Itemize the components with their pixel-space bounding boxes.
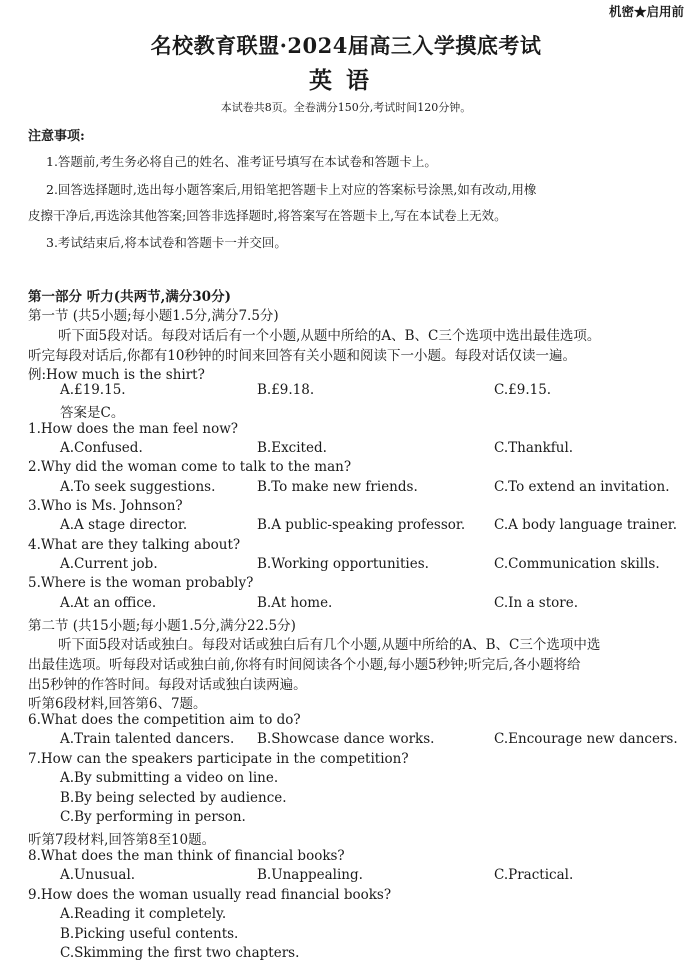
confidential-mark: 机密★启用前 bbox=[608, 4, 684, 19]
q5-option-c: C.In a store. bbox=[494, 595, 579, 611]
question-4: 4.What are they talking about? bbox=[28, 537, 241, 553]
example-question: 例:How much is the shirt? bbox=[28, 367, 205, 383]
q9-option-b: B.Picking useful contents. bbox=[60, 926, 239, 942]
q6-option-b: B.Showcase dance works. bbox=[257, 731, 435, 747]
question-2: 2.Why did the woman come to talk to the man? bbox=[28, 459, 352, 475]
example-option-b: B.£9.18. bbox=[257, 382, 315, 398]
note-item: 2.回答选择题时,选出每小题答案后,用铅笔把答题卡上对应的答案标号涂黑,如有改动,用橡 bbox=[46, 182, 537, 197]
section2-heading: 第二节 (共15小题;每小题1.5分,满分22.5分) bbox=[28, 618, 296, 634]
material-6-heading: 听第6段材料,回答第6、7题。 bbox=[28, 696, 207, 712]
question-7: 7.How can the speakers participate in the competition? bbox=[28, 751, 409, 767]
q1-option-c: C.Thankful. bbox=[494, 440, 574, 456]
q5-option-b: B.At home. bbox=[257, 595, 333, 611]
example-answer: 答案是C。 bbox=[60, 405, 125, 421]
q3-option-a: A.A stage director. bbox=[60, 517, 188, 533]
question-8: 8.What does the man think of financial books? bbox=[28, 848, 345, 864]
q2-option-c: C.To extend an invitation. bbox=[494, 479, 670, 495]
question-9: 9.How does the woman usually read financial books? bbox=[28, 887, 392, 903]
note-item: 1.答题前,考生务必将自己的姓名、准考证号填写在本试卷和答题卡上。 bbox=[46, 154, 437, 169]
q8-option-b: B.Unappealing. bbox=[257, 867, 363, 883]
q7-option-c: C.By performing in person. bbox=[60, 809, 246, 825]
q4-option-c: C.Communication skills. bbox=[494, 556, 660, 572]
subject-title: 英语 bbox=[309, 67, 383, 94]
exam-title: 名校教育联盟·2024届高三入学摸底考试 bbox=[150, 33, 542, 58]
q2-option-b: B.To make new friends. bbox=[257, 479, 418, 495]
notes-heading: 注意事项: bbox=[28, 129, 85, 144]
section2-instruction: 出最佳选项。听每段对话或独白前,你将有时间阅读各个小题,每小题5秒钟;听完后,各小题将给 bbox=[28, 657, 581, 673]
q5-option-a: A.At an office. bbox=[60, 595, 157, 611]
q1-option-a: A.Confused. bbox=[60, 440, 143, 456]
part1-heading: 第一部分 听力(共两节,满分30分) bbox=[28, 289, 231, 305]
question-1: 1.How does the man feel now? bbox=[28, 421, 239, 437]
example-option-c: C.£9.15. bbox=[494, 382, 552, 398]
q8-option-c: C.Practical. bbox=[494, 867, 574, 883]
q4-option-a: A.Current job. bbox=[60, 556, 158, 572]
note-item: 皮擦干净后,再选涂其他答案;回答非选择题时,将答案写在答题卡上,写在本试卷上无效。 bbox=[28, 208, 507, 223]
question-6: 6.What does the competition aim to do? bbox=[28, 712, 301, 728]
q7-option-a: A.By submitting a video on line. bbox=[60, 770, 279, 786]
section1-instruction: 听完每段对话后,你都有10秒钟的时间来回答有关小题和阅读下一小题。每段对话仅读一遍。 bbox=[28, 348, 576, 364]
example-option-a: A.£19.15. bbox=[60, 382, 126, 398]
q7-option-b: B.By being selected by audience. bbox=[60, 790, 287, 806]
section1-heading: 第一节 (共5小题;每小题1.5分,满分7.5分) bbox=[28, 308, 279, 324]
q3-option-c: C.A body language trainer. bbox=[494, 517, 678, 533]
q6-option-a: A.Train talented dancers. bbox=[60, 731, 235, 747]
note-item: 3.考试结束后,将本试卷和答题卡一并交回。 bbox=[46, 235, 287, 250]
question-5: 5.Where is the woman probably? bbox=[28, 575, 254, 591]
q3-option-b: B.A public-speaking professor. bbox=[257, 517, 466, 533]
question-3: 3.Who is Ms. Johnson? bbox=[28, 498, 183, 514]
section2-instruction: 听下面5段对话或独白。每段对话或独白后有几个小题,从题中所给的A、B、C三个选项中选 bbox=[58, 637, 601, 653]
section2-instruction: 出5秒钟的作答时间。每段对话或独白读两遍。 bbox=[28, 677, 307, 693]
q2-option-a: A.To seek suggestions. bbox=[60, 479, 216, 495]
material-7-heading: 听第7段材料,回答第8至10题。 bbox=[28, 832, 216, 848]
q4-option-b: B.Working opportunities. bbox=[257, 556, 429, 572]
exam-intro: 本试卷共8页。全卷满分150分,考试时间120分钟。 bbox=[220, 101, 472, 114]
q9-option-a: A.Reading it completely. bbox=[60, 906, 227, 922]
q6-option-c: C.Encourage new dancers. bbox=[494, 731, 678, 747]
section1-instruction: 听下面5段对话。每段对话后有一个小题,从题中所给的A、B、C三个选项中选出最佳选项。 bbox=[58, 328, 601, 344]
q9-option-c: C.Skimming the first two chapters. bbox=[60, 945, 300, 961]
q1-option-b: B.Excited. bbox=[257, 440, 327, 456]
q8-option-a: A.Unusual. bbox=[60, 867, 136, 883]
